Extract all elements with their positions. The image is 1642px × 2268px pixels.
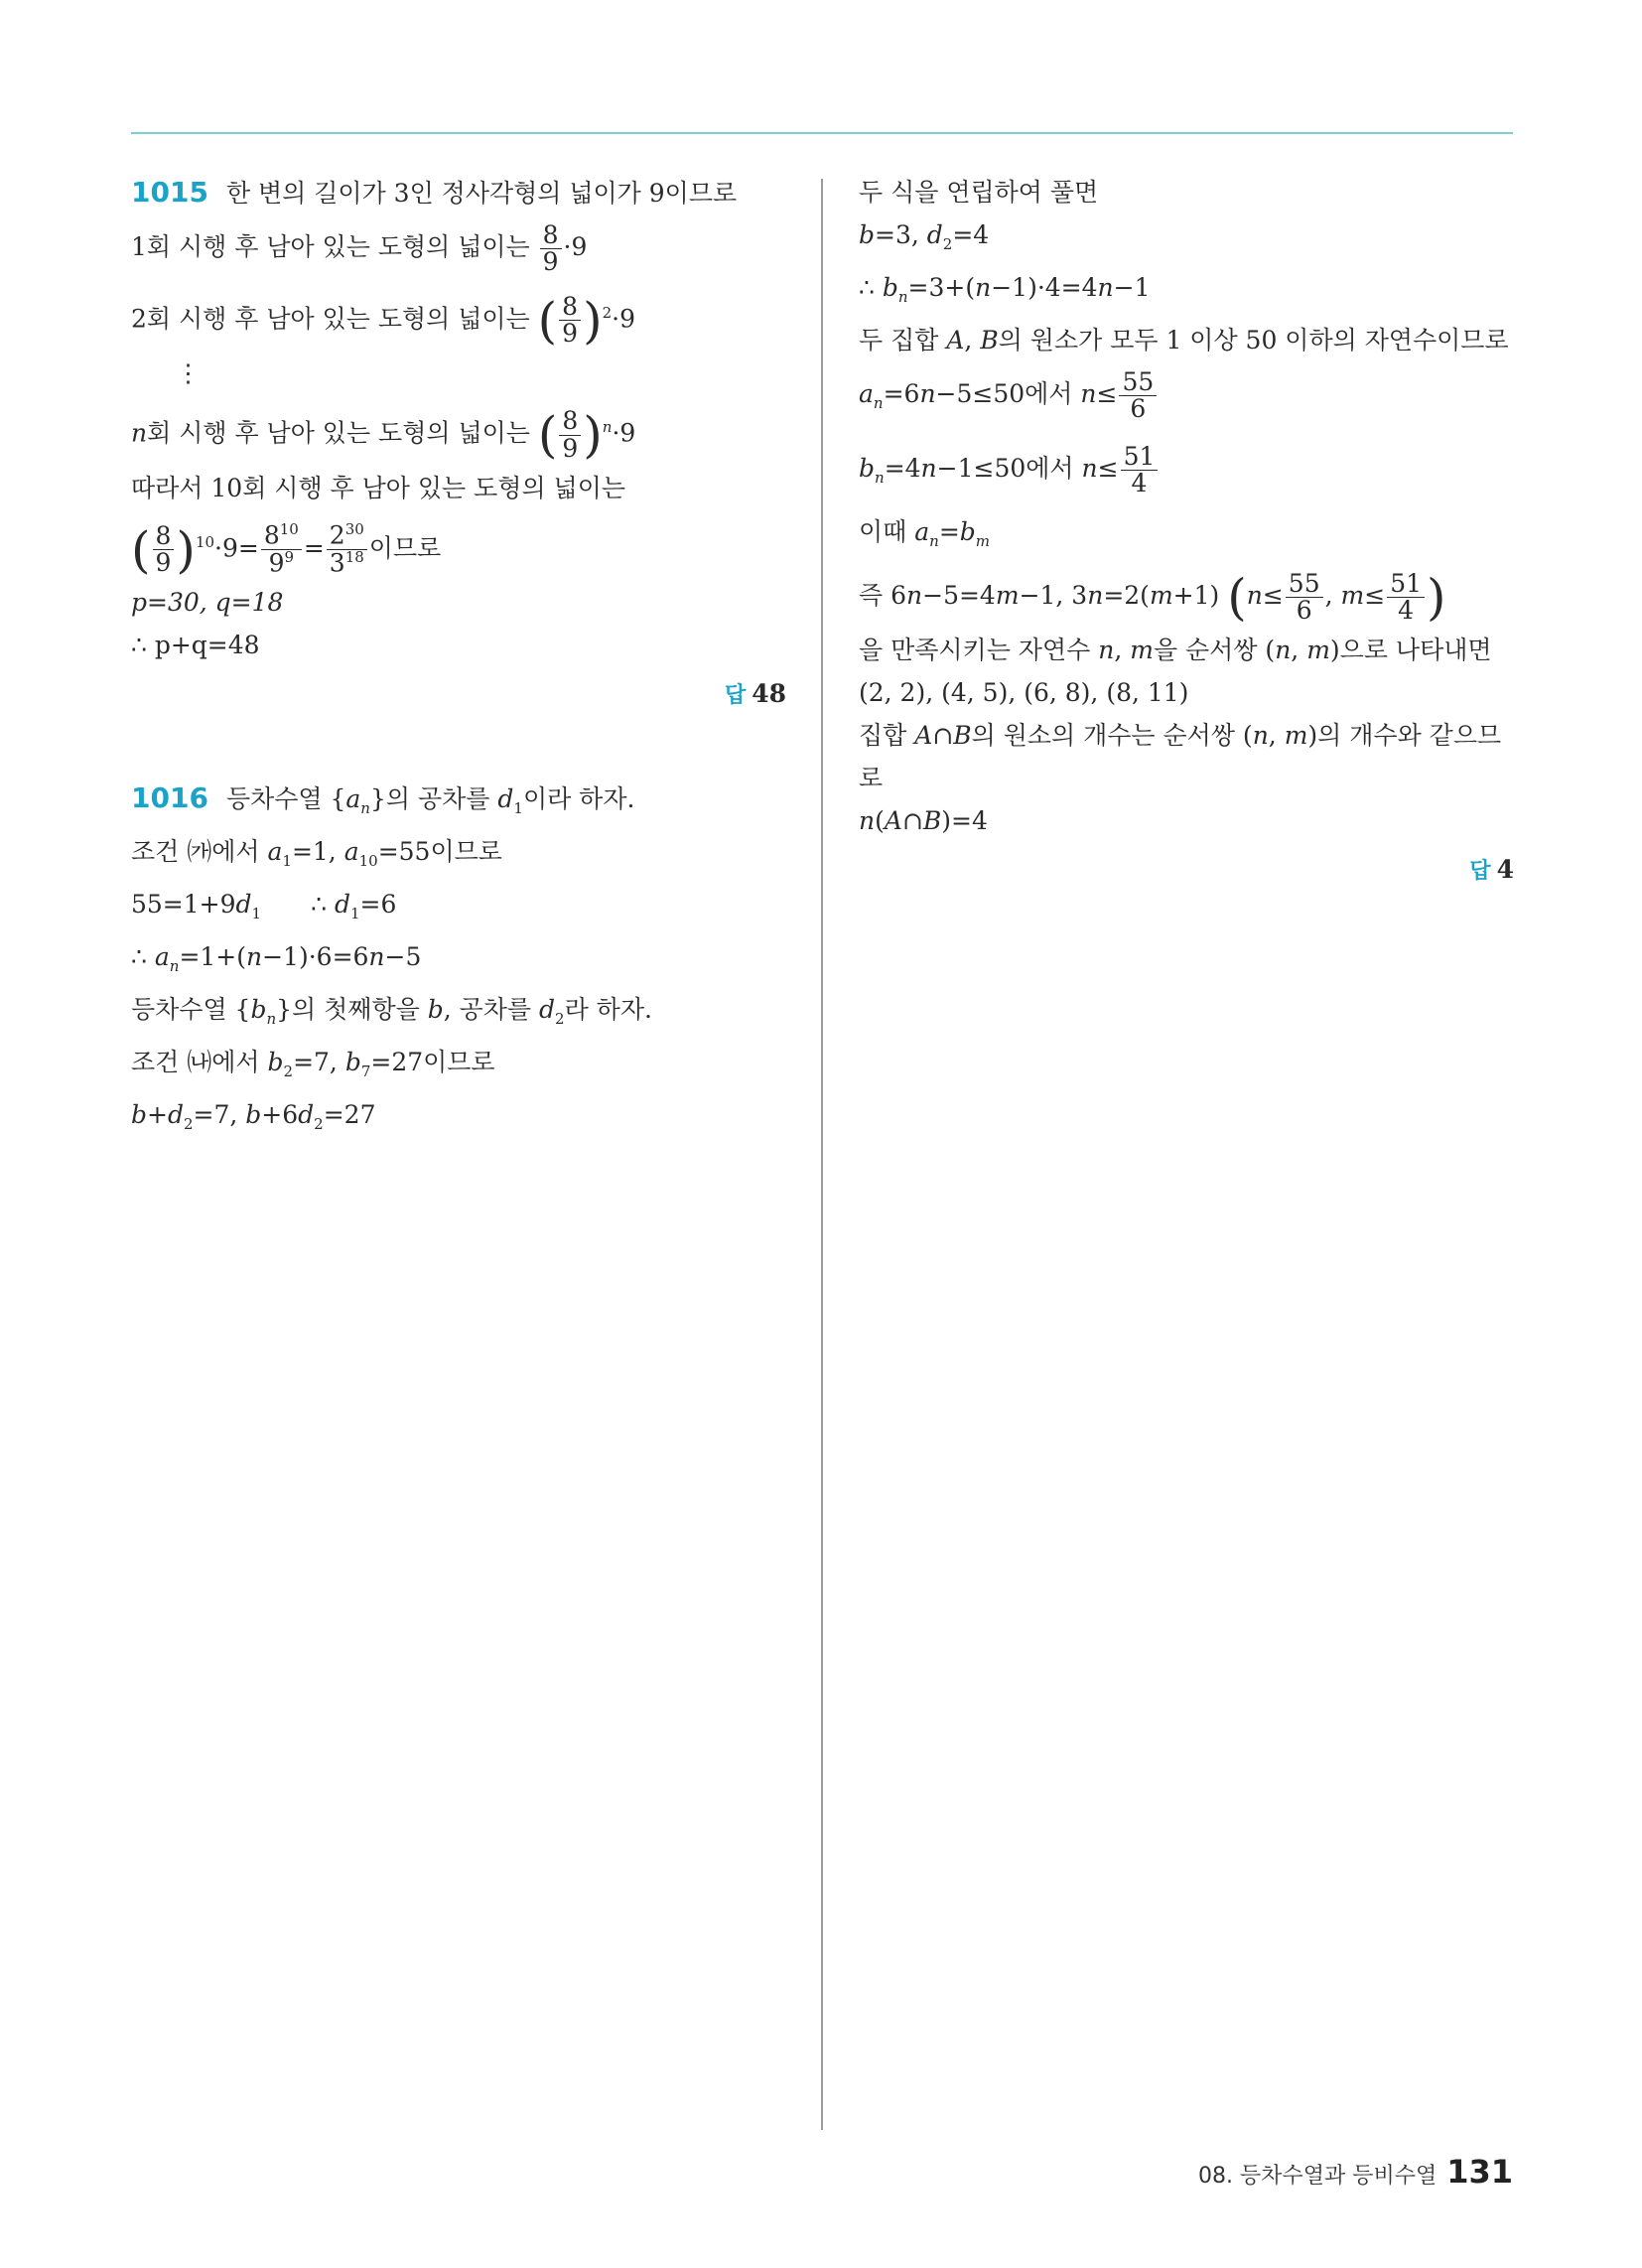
var: n bbox=[906, 581, 923, 610]
subscript: 2 bbox=[942, 235, 953, 253]
text: −1, 3 bbox=[1019, 581, 1088, 610]
exponent: 10 bbox=[279, 520, 299, 539]
paren-close: ) bbox=[1427, 568, 1446, 627]
denominator: 4 bbox=[1398, 596, 1415, 625]
text: ≤ bbox=[1262, 581, 1284, 610]
var: n bbox=[975, 273, 992, 302]
page-footer bbox=[1198, 2153, 1513, 2191]
p1016-line-6 bbox=[131, 1041, 786, 1093]
answer-value: 48 bbox=[752, 678, 786, 708]
p1015-line-1 bbox=[131, 171, 786, 214]
text: ∴ bbox=[131, 941, 155, 971]
p1016-line-4 bbox=[131, 935, 786, 988]
p1016-line-1 bbox=[131, 777, 786, 830]
r-line-7 bbox=[859, 510, 1514, 563]
text: 로 bbox=[859, 764, 884, 792]
text: =7, bbox=[193, 1099, 246, 1129]
fraction bbox=[559, 408, 581, 462]
var: b bbox=[959, 517, 976, 546]
text: )의 개수와 같으므 bbox=[1307, 721, 1502, 750]
text: =27이므로 bbox=[370, 1047, 495, 1076]
fraction bbox=[1121, 441, 1159, 497]
var: n bbox=[859, 806, 876, 835]
answer-value: 4 bbox=[1496, 855, 1514, 884]
var: b bbox=[245, 1099, 262, 1129]
text: ·9 bbox=[612, 418, 636, 448]
subscript: n bbox=[929, 532, 939, 550]
text: =3, bbox=[875, 220, 927, 249]
var: a bbox=[267, 836, 283, 866]
text: 을 순서쌍 ( bbox=[1153, 636, 1276, 664]
subscript: n bbox=[897, 288, 908, 306]
text: = bbox=[938, 517, 960, 546]
paren-close: ) bbox=[583, 406, 603, 465]
text: +6 bbox=[261, 1099, 299, 1129]
text: ·9= bbox=[214, 532, 259, 562]
r-line-4 bbox=[859, 319, 1514, 361]
r-line-1 bbox=[859, 171, 1514, 213]
var: a bbox=[859, 379, 874, 408]
p1015-line-6 bbox=[131, 467, 786, 509]
text: =6 bbox=[883, 379, 920, 408]
subscript: n bbox=[266, 1009, 277, 1028]
subscript: 1 bbox=[513, 798, 523, 817]
text: }의 첫째항을 bbox=[276, 994, 428, 1024]
text: , 공차를 bbox=[443, 994, 540, 1024]
text: =3+( bbox=[907, 273, 976, 302]
r-line-10 bbox=[859, 671, 1514, 714]
var: d bbox=[334, 889, 350, 919]
var: A bbox=[914, 721, 933, 750]
subscript: n bbox=[360, 798, 370, 817]
subscript: 2 bbox=[183, 1114, 194, 1133]
var: B bbox=[980, 326, 999, 354]
text: ∴ p+q=48 bbox=[131, 630, 260, 659]
text: 한 변의 길이가 3인 정사각형의 넓이가 9이므로 bbox=[225, 179, 738, 208]
subscript: 2 bbox=[283, 1062, 294, 1080]
fraction bbox=[261, 522, 302, 576]
denominator: 6 bbox=[1130, 394, 1147, 423]
text: 조건 ㈏에서 bbox=[131, 1047, 268, 1076]
text: 회 시행 후 남아 있는 도형의 넓이는 bbox=[147, 418, 538, 448]
p1015-line-8 bbox=[131, 581, 786, 624]
text: 의 원소가 모두 1 이상 50 이하의 자연수이므로 bbox=[998, 326, 1509, 354]
text: )으로 나타내면 bbox=[1329, 636, 1492, 664]
p1015-line-3 bbox=[131, 280, 786, 352]
text: 이라 하자. bbox=[522, 783, 635, 813]
r-line-2 bbox=[859, 213, 1514, 266]
text: 두 식을 연립하여 풀면 bbox=[859, 178, 1099, 207]
var: n bbox=[919, 379, 936, 408]
text: , bbox=[1114, 636, 1131, 664]
var: b bbox=[250, 994, 267, 1024]
var: n bbox=[1087, 581, 1104, 610]
text: −5=4 bbox=[922, 581, 996, 610]
text: 이므로 bbox=[368, 532, 442, 562]
var: m bbox=[1149, 581, 1173, 610]
var: n bbox=[1275, 636, 1292, 664]
exponent-n: n bbox=[602, 418, 613, 437]
var: d bbox=[235, 889, 252, 919]
var: b bbox=[859, 220, 876, 249]
fraction bbox=[153, 520, 175, 577]
subscript: n bbox=[873, 394, 884, 412]
p1015-vdots bbox=[131, 352, 786, 394]
p1015-answer bbox=[131, 672, 786, 717]
text: ≤ bbox=[1364, 581, 1386, 610]
text: + bbox=[147, 1099, 168, 1129]
text: ( bbox=[875, 806, 885, 835]
numerator: 8 bbox=[559, 408, 581, 435]
exponent: 18 bbox=[344, 547, 364, 566]
text: , bbox=[1291, 636, 1307, 664]
paren-open: ( bbox=[1227, 568, 1247, 627]
text: 등차수열 { bbox=[225, 783, 346, 813]
text: 조건 ㈎에서 bbox=[131, 836, 268, 866]
text: 등차수열 { bbox=[131, 994, 251, 1024]
var: a bbox=[914, 517, 930, 546]
r-line-5 bbox=[859, 361, 1514, 436]
var: d bbox=[497, 783, 514, 813]
numerator: 51 bbox=[1387, 571, 1425, 598]
text: 1회 시행 후 남아 있는 도형의 넓이는 bbox=[131, 232, 538, 261]
numerator bbox=[261, 522, 302, 550]
p1016-answer bbox=[859, 848, 1514, 893]
var: m bbox=[1306, 636, 1330, 664]
var: d bbox=[926, 220, 943, 249]
var: n bbox=[1098, 636, 1115, 664]
var: n bbox=[368, 941, 385, 971]
p1015-line-2 bbox=[131, 214, 786, 280]
text: =6 bbox=[359, 889, 397, 919]
var: a bbox=[154, 941, 170, 971]
text: −5 bbox=[384, 941, 422, 971]
var: n bbox=[246, 941, 263, 971]
text: ∩ bbox=[901, 806, 923, 835]
var: A bbox=[946, 326, 965, 354]
subscript: 1 bbox=[251, 904, 262, 922]
var: b bbox=[267, 1047, 284, 1076]
var: b bbox=[344, 1047, 361, 1076]
p1016-line-7 bbox=[131, 1093, 786, 1146]
base: 3 bbox=[329, 548, 345, 578]
var: n bbox=[1097, 273, 1114, 302]
r-line-9 bbox=[859, 629, 1514, 671]
text: , bbox=[964, 326, 981, 354]
text: +1) bbox=[1172, 581, 1228, 610]
denominator: 9 bbox=[562, 433, 579, 463]
denominator bbox=[327, 547, 367, 578]
numerator: 55 bbox=[1119, 369, 1157, 396]
var: n bbox=[1081, 454, 1098, 483]
var: d bbox=[167, 1099, 184, 1129]
text: 즉 6 bbox=[859, 581, 907, 610]
var: n bbox=[1080, 379, 1097, 408]
vdots: ⋮ bbox=[176, 358, 201, 388]
subscript: 1 bbox=[349, 904, 360, 922]
text: 라 하자. bbox=[564, 994, 652, 1024]
text: =55이므로 bbox=[377, 836, 502, 866]
text: ≤ bbox=[1096, 379, 1118, 408]
var: b bbox=[131, 1099, 148, 1129]
text: =4 bbox=[884, 454, 921, 483]
text: −1≤50에서 bbox=[936, 454, 1082, 483]
text: −5≤50에서 bbox=[935, 379, 1081, 408]
text: }의 공차를 bbox=[369, 783, 498, 813]
denominator: 9 bbox=[562, 319, 579, 349]
fraction bbox=[1286, 568, 1323, 625]
paren-open: ( bbox=[537, 406, 558, 465]
exponent: 10 bbox=[195, 532, 215, 551]
text: , bbox=[1324, 581, 1341, 610]
paren-close: ) bbox=[176, 520, 196, 579]
exponent: 2 bbox=[602, 304, 613, 322]
top-rule bbox=[131, 132, 1513, 134]
fraction bbox=[540, 219, 562, 276]
text: )=4 bbox=[941, 806, 988, 835]
var: m bbox=[995, 581, 1020, 610]
paren-open: ( bbox=[537, 291, 558, 350]
numerator: 51 bbox=[1121, 444, 1159, 471]
exponent: 30 bbox=[344, 520, 364, 539]
text: =7, bbox=[293, 1047, 345, 1076]
column-divider bbox=[821, 179, 823, 2130]
var: a bbox=[343, 836, 359, 866]
subscript: 1 bbox=[282, 851, 292, 870]
text: −1)·4=4 bbox=[991, 273, 1098, 302]
var: a bbox=[345, 783, 361, 813]
r-line-3 bbox=[859, 266, 1514, 319]
p1015-line-9 bbox=[131, 624, 786, 666]
text: 의 원소의 개수는 순서쌍 ( bbox=[971, 721, 1253, 750]
text: =27 bbox=[323, 1099, 376, 1129]
subscript: n bbox=[169, 956, 180, 975]
text: 이때 bbox=[859, 517, 915, 546]
r-line-6 bbox=[859, 436, 1514, 510]
fraction bbox=[1387, 568, 1425, 625]
right-column bbox=[859, 171, 1514, 893]
var: b bbox=[882, 273, 898, 302]
left-column bbox=[131, 171, 786, 1146]
problem-number: 1015 bbox=[131, 176, 208, 209]
var: n bbox=[1246, 581, 1263, 610]
text: =4 bbox=[952, 220, 990, 249]
var: m bbox=[1284, 721, 1308, 750]
text: =1+( bbox=[179, 941, 246, 971]
p1016-line-5 bbox=[131, 988, 786, 1041]
paren-open: ( bbox=[131, 520, 151, 579]
text: 두 집합 bbox=[859, 326, 947, 354]
page-number: 131 bbox=[1446, 2153, 1513, 2191]
subscript: 10 bbox=[358, 851, 378, 870]
base: 9 bbox=[268, 548, 285, 578]
var-n: n bbox=[131, 418, 148, 448]
var: A bbox=[884, 806, 902, 835]
text: ∴ bbox=[859, 273, 883, 302]
p1015-line-5 bbox=[131, 394, 786, 466]
text: ·9 bbox=[612, 304, 635, 334]
numerator: 8 bbox=[153, 523, 175, 550]
subscript: 2 bbox=[555, 1009, 565, 1028]
base: 8 bbox=[263, 520, 280, 550]
text: =1, bbox=[291, 836, 344, 866]
fraction bbox=[1119, 366, 1157, 423]
p1016-line-3 bbox=[131, 883, 786, 935]
answer-label: 답 bbox=[1469, 859, 1491, 884]
text: ≤ bbox=[1097, 454, 1119, 483]
var: d bbox=[539, 994, 556, 1024]
text: ∩ bbox=[932, 721, 954, 750]
var: n bbox=[1252, 721, 1269, 750]
var: b bbox=[427, 994, 444, 1024]
text: (2, 2), (4, 5), (6, 8), (8, 11) bbox=[859, 678, 1189, 707]
text: 55=1+9 bbox=[131, 889, 236, 919]
subscript: m bbox=[975, 532, 991, 550]
text: , bbox=[1268, 721, 1285, 750]
var: B bbox=[953, 721, 972, 750]
r-line-8 bbox=[859, 563, 1514, 629]
subscript: n bbox=[875, 469, 885, 487]
text: = bbox=[303, 532, 325, 562]
denominator: 9 bbox=[542, 247, 559, 276]
exponent: 9 bbox=[284, 547, 295, 566]
paren-close: ) bbox=[583, 291, 603, 350]
var: m bbox=[1340, 581, 1365, 610]
var: m bbox=[1130, 636, 1154, 664]
problem-1015 bbox=[131, 171, 786, 717]
subscript: 2 bbox=[314, 1114, 324, 1133]
var: d bbox=[298, 1099, 315, 1129]
r-line-13 bbox=[859, 799, 1514, 842]
var: B bbox=[922, 806, 942, 835]
fraction bbox=[559, 294, 581, 348]
problem-1016 bbox=[131, 777, 786, 1146]
text: 2회 시행 후 남아 있는 도형의 넓이는 bbox=[131, 304, 538, 334]
r-line-11 bbox=[859, 714, 1514, 757]
p1015-line-7 bbox=[131, 509, 786, 581]
var: n bbox=[920, 454, 937, 483]
denominator: 4 bbox=[1131, 469, 1148, 497]
denominator: 9 bbox=[155, 547, 172, 577]
numerator bbox=[327, 522, 367, 550]
answer-label: 답 bbox=[724, 682, 747, 708]
p1016-line-2 bbox=[131, 830, 786, 883]
text: ∴ bbox=[311, 889, 335, 919]
text: 따라서 10회 시행 후 남아 있는 도형의 넓이는 bbox=[131, 473, 625, 502]
text: 을 만족시키는 자연수 bbox=[859, 636, 1099, 664]
fraction bbox=[327, 522, 367, 576]
numerator: 8 bbox=[540, 222, 562, 249]
text: 집합 bbox=[859, 721, 915, 750]
r-line-12 bbox=[859, 757, 1514, 799]
numerator: 8 bbox=[559, 294, 581, 321]
text: =2( bbox=[1103, 581, 1150, 610]
text: ·9 bbox=[563, 232, 588, 261]
subscript: 7 bbox=[360, 1062, 371, 1080]
denominator bbox=[261, 547, 302, 578]
chapter-title: 08. 등차수열과 등비수열 bbox=[1197, 2164, 1437, 2189]
text: −1 bbox=[1113, 273, 1151, 302]
denominator: 6 bbox=[1296, 596, 1312, 625]
base: 2 bbox=[329, 520, 345, 550]
text: −1)·6=6 bbox=[262, 941, 369, 971]
var: b bbox=[859, 454, 876, 483]
problem-number: 1016 bbox=[131, 780, 208, 814]
numerator: 55 bbox=[1286, 571, 1323, 598]
text: p=30, q=18 bbox=[131, 587, 284, 617]
